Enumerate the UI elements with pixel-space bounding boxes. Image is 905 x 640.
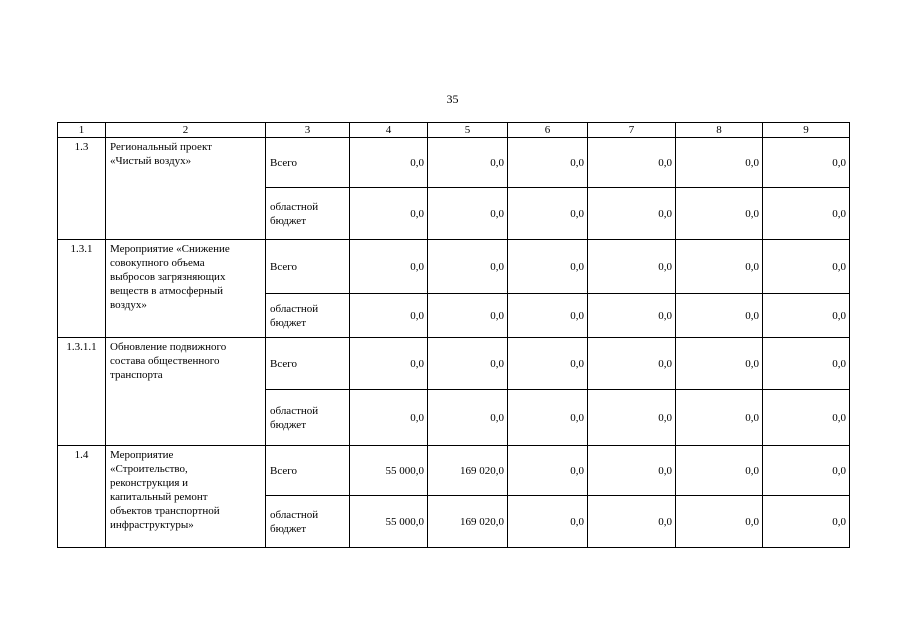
value-cell: 0,0 bbox=[676, 446, 763, 496]
value-cell: 0,0 bbox=[508, 294, 588, 338]
page-number: 35 bbox=[446, 92, 459, 106]
header-cell: 7 bbox=[588, 123, 676, 138]
value-cell: 0,0 bbox=[763, 240, 850, 294]
header-cell: 9 bbox=[763, 123, 850, 138]
table-row bbox=[58, 240, 850, 294]
value-cell: 55 000,0 bbox=[350, 446, 428, 496]
value-cell: 0,0 bbox=[350, 338, 428, 390]
value-cell: 0,0 bbox=[508, 240, 588, 294]
funding-source: Всего bbox=[266, 338, 350, 390]
value-cell: 0,0 bbox=[508, 390, 588, 446]
header-cell: 1 bbox=[58, 123, 106, 138]
header-cell: 5 bbox=[428, 123, 508, 138]
funding-source: областной бюджет bbox=[266, 188, 350, 240]
funding-source: Всего bbox=[266, 240, 350, 294]
funding-source: Всего bbox=[266, 138, 350, 188]
value-cell: 0,0 bbox=[588, 294, 676, 338]
item-number: 1.4 bbox=[58, 446, 106, 548]
value-cell: 0,0 bbox=[428, 240, 508, 294]
header-cell: 3 bbox=[266, 123, 350, 138]
value-cell: 55 000,0 bbox=[350, 496, 428, 548]
value-cell: 0,0 bbox=[508, 188, 588, 240]
header-cell: 8 bbox=[676, 123, 763, 138]
table-row bbox=[58, 338, 850, 390]
value-cell: 0,0 bbox=[763, 446, 850, 496]
value-cell: 0,0 bbox=[763, 390, 850, 446]
header-cell: 2 bbox=[106, 123, 266, 138]
header-row bbox=[58, 123, 850, 138]
item-name: Региональный проект «Чистый воздух» bbox=[106, 138, 266, 240]
value-cell: 0,0 bbox=[676, 188, 763, 240]
item-name: Мероприятие «Снижение совокупного объема выбросов загрязняющих веществ в атмосферный воздух» bbox=[106, 240, 266, 338]
value-cell: 0,0 bbox=[428, 338, 508, 390]
value-cell: 0,0 bbox=[428, 294, 508, 338]
item-name: Мероприятие «Строительство, реконструкция и капитальный ремонт объектов транспортной инфраструктуры» bbox=[106, 446, 266, 548]
value-cell: 0,0 bbox=[676, 240, 763, 294]
value-cell: 0,0 bbox=[676, 496, 763, 548]
funding-source: областной бюджет bbox=[266, 390, 350, 446]
item-name: Обновление подвижного состава общественного транспорта bbox=[106, 338, 266, 446]
value-cell: 0,0 bbox=[350, 138, 428, 188]
item-number: 1.3.1 bbox=[58, 240, 106, 338]
value-cell: 0,0 bbox=[676, 138, 763, 188]
value-cell: 0,0 bbox=[350, 188, 428, 240]
value-cell: 0,0 bbox=[588, 446, 676, 496]
value-cell: 0,0 bbox=[508, 496, 588, 548]
value-cell: 0,0 bbox=[350, 294, 428, 338]
table-row bbox=[58, 446, 850, 496]
value-cell: 0,0 bbox=[763, 294, 850, 338]
value-cell: 0,0 bbox=[763, 338, 850, 390]
budget-table bbox=[57, 122, 850, 548]
funding-source: областной бюджет bbox=[266, 496, 350, 548]
value-cell: 0,0 bbox=[763, 188, 850, 240]
item-number: 1.3.1.1 bbox=[58, 338, 106, 446]
value-cell: 0,0 bbox=[588, 138, 676, 188]
value-cell: 169 020,0 bbox=[428, 446, 508, 496]
value-cell: 0,0 bbox=[428, 138, 508, 188]
value-cell: 0,0 bbox=[508, 338, 588, 390]
table-row bbox=[58, 138, 850, 188]
value-cell: 0,0 bbox=[350, 240, 428, 294]
value-cell: 0,0 bbox=[763, 496, 850, 548]
value-cell: 0,0 bbox=[588, 496, 676, 548]
value-cell: 0,0 bbox=[676, 294, 763, 338]
value-cell: 0,0 bbox=[508, 446, 588, 496]
value-cell: 0,0 bbox=[763, 138, 850, 188]
value-cell: 0,0 bbox=[588, 390, 676, 446]
value-cell: 0,0 bbox=[676, 338, 763, 390]
value-cell: 0,0 bbox=[588, 338, 676, 390]
value-cell: 0,0 bbox=[350, 390, 428, 446]
item-number: 1.3 bbox=[58, 138, 106, 240]
value-cell: 0,0 bbox=[428, 188, 508, 240]
value-cell: 0,0 bbox=[676, 390, 763, 446]
header-cell: 6 bbox=[508, 123, 588, 138]
value-cell: 169 020,0 bbox=[428, 496, 508, 548]
value-cell: 0,0 bbox=[428, 390, 508, 446]
value-cell: 0,0 bbox=[508, 138, 588, 188]
funding-source: областной бюджет bbox=[266, 294, 350, 338]
funding-source: Всего bbox=[266, 446, 350, 496]
value-cell: 0,0 bbox=[588, 188, 676, 240]
value-cell: 0,0 bbox=[588, 240, 676, 294]
header-cell: 4 bbox=[350, 123, 428, 138]
